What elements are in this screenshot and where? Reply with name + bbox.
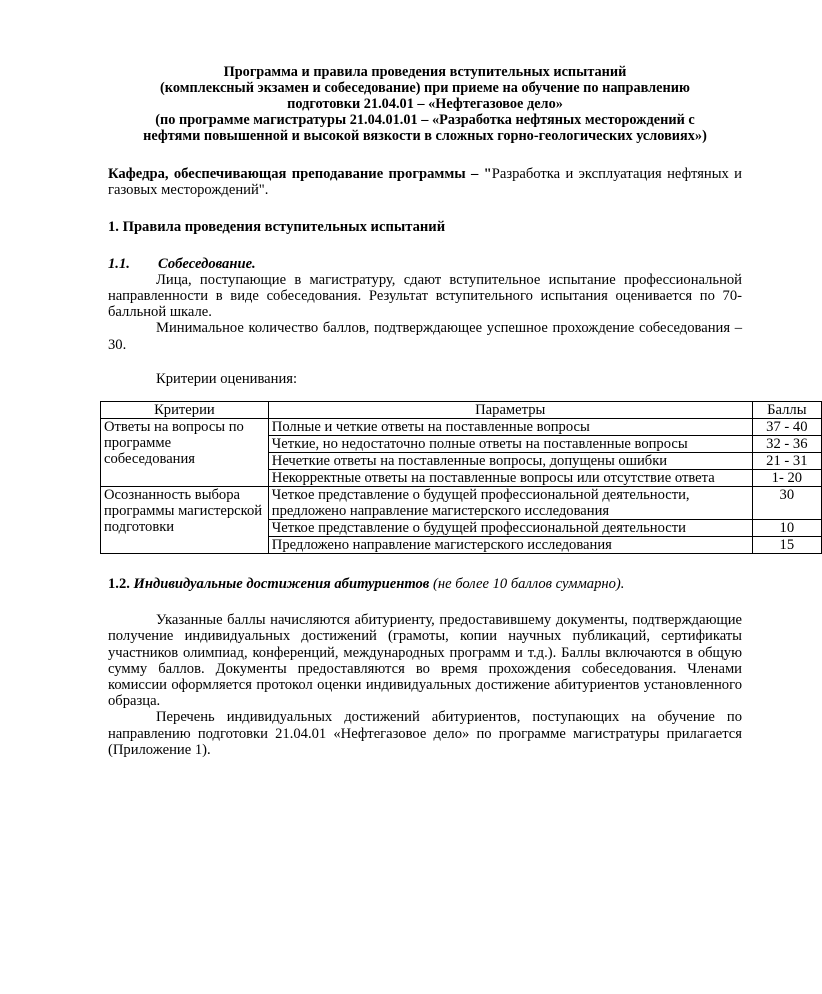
score-cell: 15 [752, 537, 821, 554]
parameter-cell: Четкое представление о будущей профессиональной деятельности [268, 520, 752, 537]
header-score: Баллы [752, 402, 821, 419]
criteria-label: Критерии оценивания: [156, 370, 298, 387]
subsection-heading [108, 256, 742, 272]
table-header-row [101, 402, 822, 419]
title-line: (комплексный экзамен и собеседование) при приеме на обучение по направлению [160, 80, 690, 96]
criterion-cell: Ответы на вопросы по программе собеседования [101, 419, 269, 487]
parameter-cell: Предложено направление магистерского исследования [268, 537, 752, 554]
department-value: Разработка и эксплуатация нефтяных и газовых месторождений". [108, 166, 742, 199]
subsection-title: Собеседование. [158, 255, 256, 272]
achievements-paragraph: Указанные баллы начисляются абитуриенту, предоставившему документы, подтверждающие получение индивидуальных достижений (грамоты, копии научных публикаций, сертификаты участников олимпиад, конференций, международных программ и т.д.). Баллы включаются в общую сумму баллов. Документы предоставляются во время прохождения собеседования. Членами комиссии оформляется протокол оценки индивидуальных достижение абитуриентов установленного образца. [108, 612, 742, 710]
header-criteria: Критерии [101, 402, 269, 419]
score-cell: 1- 20 [752, 470, 821, 487]
criterion-cell: Осознанность выбора программы магистерской подготовки [101, 487, 269, 554]
criteria-table [100, 401, 822, 554]
minimum-score-paragraph: Минимальное количество баллов, подтверждающее успешное прохождение собеседования – 30. [108, 320, 742, 353]
score-cell: 21 - 31 [752, 453, 821, 470]
table-row [101, 419, 822, 436]
score-cell: 37 - 40 [752, 419, 821, 436]
parameter-cell: Полные и четкие ответы на поставленные вопросы [268, 419, 752, 436]
subsection-number: 1.1. [108, 255, 130, 272]
title-line: подготовки 21.04.01 – «Нефтегазовое дело» [287, 96, 563, 112]
title-line: Программа и правила проведения вступительных испытаний [223, 64, 627, 80]
interview-paragraph: Лица, поступающие в магистратуру, сдают вступительное испытание профессиональной направленности в виде собеседования. Результат вступительного испытания оценивается по 70-балльной шкале. [108, 271, 742, 321]
title-line: (по программе магистратуры 21.04.01.01 – «Разработка нефтяных месторождений с [155, 112, 695, 128]
department-paragraph [108, 166, 742, 198]
score-cell: 32 - 36 [752, 436, 821, 453]
achievements-title: Индивидуальные достижения абитуриентов [133, 576, 430, 593]
department-label: Кафедра, обеспечивающая преподавание программы [108, 166, 466, 182]
document-title [108, 64, 742, 144]
document-page [104, 64, 808, 758]
header-parameters: Параметры [268, 402, 752, 419]
department-dash: – " [465, 166, 492, 182]
title-line: нефтями повышенной и высокой вязкости в сложных горно-геологических условиях») [143, 128, 707, 144]
table-row [101, 487, 822, 520]
parameter-cell: Некорректные ответы на поставленные вопросы или отсутствие ответа [268, 470, 752, 487]
achievements-note: (не более 10 баллов суммарно). [432, 576, 625, 593]
score-cell: 30 [752, 487, 821, 520]
section-heading: 1. Правила проведения вступительных испытаний [108, 219, 446, 236]
parameter-cell: Нечеткие ответы на поставленные вопросы, допущены ошибки [268, 453, 752, 470]
parameter-cell: Четкое представление о будущей профессиональной деятельности, предложено направление магистерского исследования [268, 487, 752, 520]
achievements-list-paragraph: Перечень индивидуальных достижений абитуриентов, поступающих на обучение по направлению подготовки 21.04.01 «Нефтегазовое дело» по программе магистратуры прилагается (Приложение 1). [108, 709, 742, 758]
achievements-heading [108, 576, 742, 592]
score-cell: 10 [752, 520, 821, 537]
achievements-number: 1.2. [108, 576, 130, 593]
parameter-cell: Четкие, но недостаточно полные ответы на поставленные вопросы [268, 436, 752, 453]
